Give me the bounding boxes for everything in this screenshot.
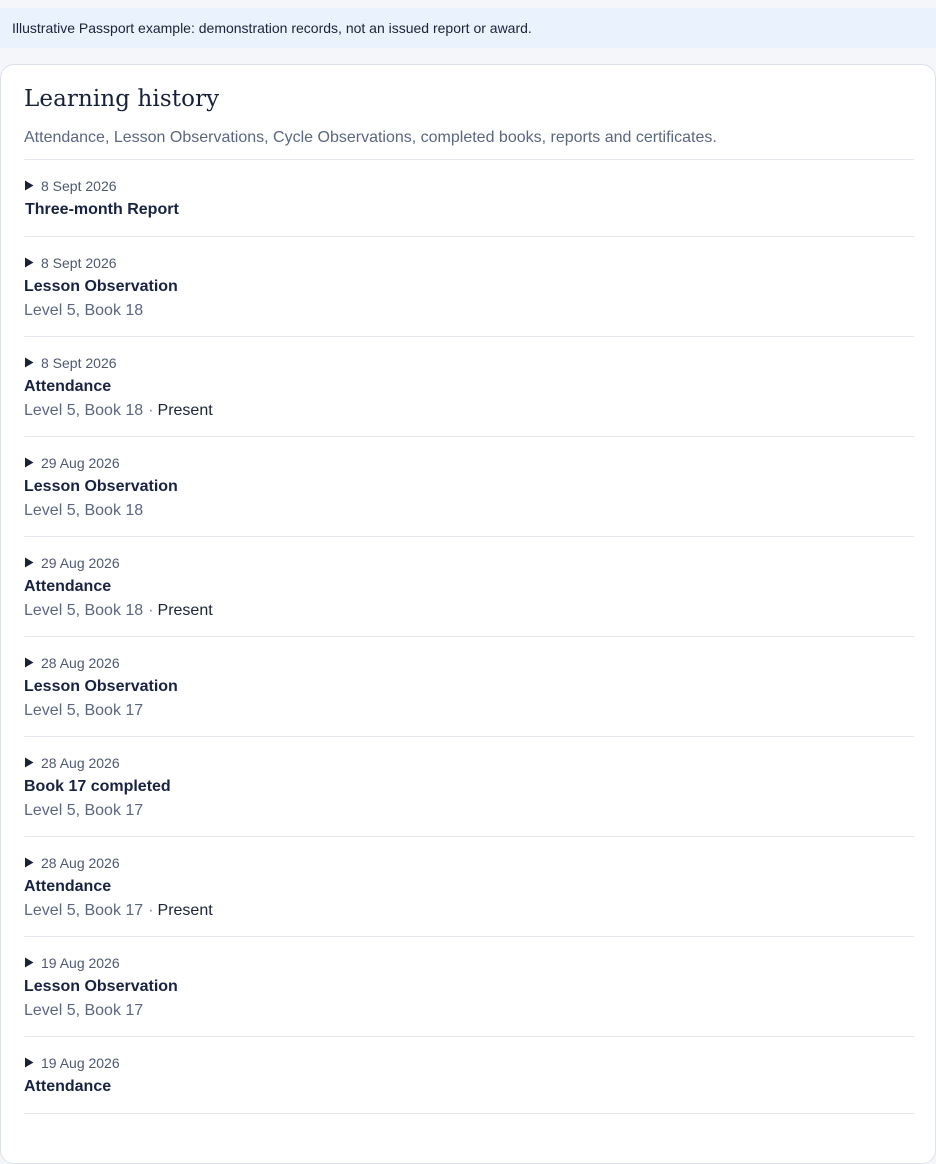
- disclosure-triangle-icon[interactable]: [24, 657, 34, 668]
- card-subtitle: Attendance, Lesson Observations, Cycle Observations, completed books, reports and certificates.: [24, 129, 717, 146]
- history-item[interactable]: [24, 737, 914, 837]
- history-item[interactable]: [24, 337, 914, 437]
- item-date: 8 Sept 2026: [41, 355, 117, 371]
- demo-notice-banner: [0, 8, 936, 48]
- item-level-book: Level 5, Book 17: [24, 902, 144, 919]
- item-date: 8 Sept 2026: [41, 255, 117, 271]
- disclosure-triangle-icon[interactable]: [24, 1057, 34, 1068]
- disclosure-triangle-icon[interactable]: [24, 757, 34, 768]
- detail-separator: ·: [148, 402, 154, 419]
- item-detail: [24, 502, 143, 520]
- item-level-book: Level 5, Book 18: [24, 602, 144, 619]
- history-item[interactable]: [24, 1037, 914, 1114]
- item-date: 28 Aug 2026: [41, 655, 120, 671]
- disclosure-triangle-icon[interactable]: [24, 557, 34, 568]
- learning-history-card: [0, 64, 936, 1164]
- disclosure-triangle-icon[interactable]: [24, 957, 34, 968]
- item-detail: [24, 702, 143, 720]
- item-level-book: Level 5, Book 18: [24, 502, 144, 519]
- item-date: 29 Aug 2026: [41, 555, 120, 571]
- disclosure-triangle-icon[interactable]: [24, 257, 34, 268]
- item-detail: [24, 1002, 143, 1020]
- history-item[interactable]: [24, 837, 914, 937]
- disclosure-triangle-icon[interactable]: [24, 457, 34, 468]
- detail-separator: ·: [148, 902, 154, 919]
- detail-separator: ·: [148, 602, 154, 619]
- history-item[interactable]: [24, 937, 914, 1037]
- disclosure-triangle-icon[interactable]: [24, 180, 34, 191]
- disclosure-triangle-icon[interactable]: [24, 857, 34, 868]
- item-title: Lesson Observation: [24, 978, 178, 995]
- demo-notice-text: Illustrative Passport example: demonstration records, not an issued report or award.: [12, 20, 532, 36]
- item-title: Three-month Report: [25, 201, 179, 218]
- item-title: Attendance: [24, 1078, 112, 1095]
- item-title: Lesson Observation: [24, 278, 178, 295]
- item-title: Lesson Observation: [24, 478, 178, 495]
- history-item[interactable]: [24, 160, 914, 237]
- item-detail: [24, 402, 213, 420]
- history-item[interactable]: [24, 537, 914, 637]
- item-date: 29 Aug 2026: [41, 455, 120, 471]
- item-level-book: Level 5, Book 17: [24, 702, 144, 719]
- item-date: 19 Aug 2026: [41, 955, 120, 971]
- disclosure-triangle-icon[interactable]: [24, 357, 34, 368]
- item-title: Lesson Observation: [24, 678, 178, 695]
- item-detail: [24, 802, 143, 820]
- attendance-status: Present: [157, 402, 213, 419]
- item-level-book: Level 5, Book 18: [24, 402, 144, 419]
- card-title: Learning history: [24, 86, 220, 112]
- item-level-book: Level 5, Book 17: [24, 802, 144, 819]
- attendance-status: Present: [157, 902, 213, 919]
- item-level-book: Level 5, Book 18: [24, 302, 144, 319]
- item-detail: [24, 902, 213, 920]
- history-item[interactable]: [24, 237, 914, 337]
- item-title: Attendance: [24, 878, 112, 895]
- item-date: 28 Aug 2026: [41, 855, 120, 871]
- item-detail: [24, 602, 213, 620]
- history-item[interactable]: [24, 637, 914, 737]
- history-list: [24, 159, 914, 1114]
- item-date: 28 Aug 2026: [41, 755, 120, 771]
- attendance-status: Present: [157, 602, 213, 619]
- item-date: 8 Sept 2026: [41, 178, 117, 194]
- history-item[interactable]: [24, 437, 914, 537]
- item-title: Attendance: [24, 378, 112, 395]
- item-detail: [24, 302, 143, 320]
- item-level-book: Level 5, Book 17: [24, 1002, 144, 1019]
- item-title: Book 17 completed: [24, 778, 171, 795]
- item-title: Attendance: [24, 578, 112, 595]
- item-date: 19 Aug 2026: [41, 1055, 120, 1071]
